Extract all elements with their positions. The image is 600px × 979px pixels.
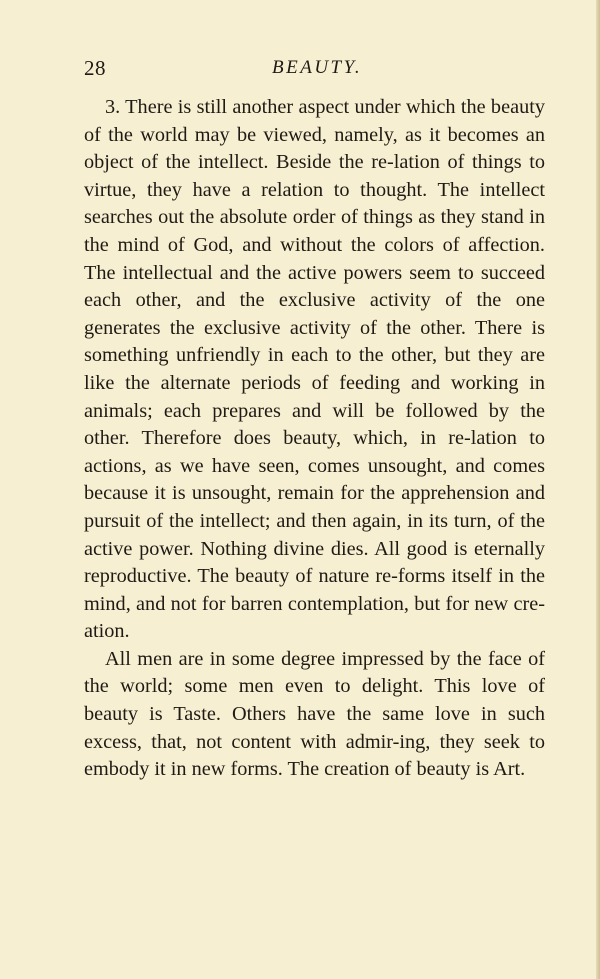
paragraph: 3. There is still another aspect under which the beauty of the world may be viewed, namely, as it becomes an object of the intellect. Beside the re-lation of things to virtue, they have a relation to thought. The intellect searches out the absolute order of things as they stand in the mind of God, and without the colors of affection. The intellectual and the active powers seem to succeed each other, and the exclusive activity of the one generates the exclusive activity of the other. There is something unfriendly in each to the other, but they are like the alternate periods of feeding and working in animals; each prepares and will be followed by the other. Therefore does beauty, which, in re-lation to actions, as we have seen, comes unsought, and comes because it is unsought, remain for the apprehension and pursuit of the intellect; and then again, in its turn, of the active power. Nothing divine dies. All good is eternally reproductive. The beauty of nature re-forms itself in the mind, and not for barren contemplation, but for new cre-ation. bbox=[84, 96, 545, 643]
running-title: BEAUTY. bbox=[272, 57, 363, 78]
body-text bbox=[84, 94, 545, 784]
paragraph: All men are in some degree impressed by the face of the world; some men even to delight. This love of beauty is Taste. Others have the same love in such excess, that, not content with admir-ing, they seek to embody it in new forms. The creation of beauty is Art. bbox=[84, 647, 545, 781]
page-number: 28 bbox=[84, 56, 106, 80]
page-edge bbox=[596, 0, 600, 979]
page-header bbox=[84, 56, 544, 86]
